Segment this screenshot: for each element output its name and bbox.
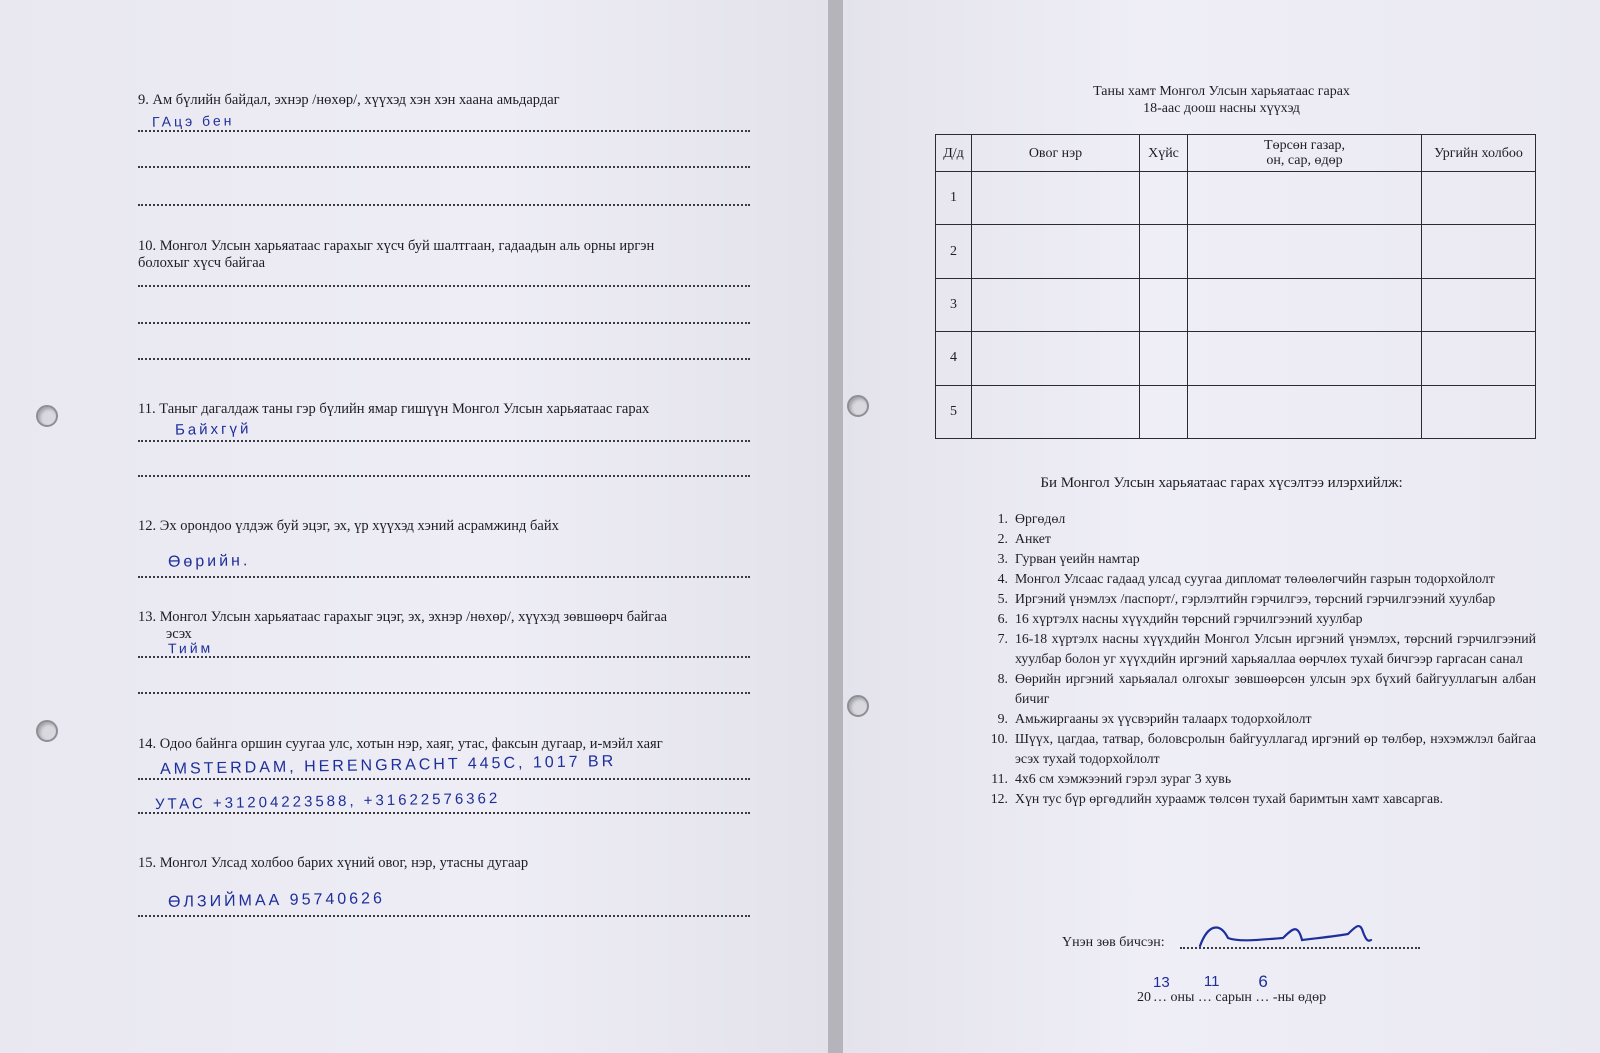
table-header-row [936, 135, 1536, 172]
sex-cell[interactable] [1140, 225, 1188, 278]
date-year-suffix: … оны [1153, 990, 1195, 1005]
relation-cell[interactable] [1422, 332, 1536, 385]
name-cell[interactable] [972, 332, 1140, 385]
name-cell[interactable] [972, 278, 1140, 331]
answer-line [138, 283, 750, 287]
answer-line [138, 810, 750, 814]
name-cell[interactable] [972, 385, 1140, 438]
question-11: 11. Таныг дагалдаж таны гэр бүлийн ямар гишүүн Монгол Улсын харьяатаас гарах [138, 401, 650, 417]
answer-14-line1-handwriting: AMSTERDAM, HERENGRACHT 445C, 1017 BR [159, 753, 617, 778]
item-text: Иргэний үнэмлэх /паспорт/, гэрлэлтийн гэрчилгээ, төрсний гэрчилгээний хуулбар [1015, 591, 1496, 606]
col-header-birth [1188, 135, 1422, 172]
item-number: 8. [997, 671, 1008, 686]
col-header-sex: Хүйс [1140, 135, 1188, 172]
attached-documents-list [980, 509, 1536, 809]
answer-line [138, 776, 750, 780]
question-10 [138, 238, 758, 272]
list-item [980, 549, 1536, 569]
answer-line [138, 128, 750, 132]
date-day-handwriting: 6 [1258, 972, 1268, 991]
answer-line [138, 654, 750, 658]
question-13-line1: 13. Монгол Улсын харьяатаас гарахыг эцэг, эх, эхнэр /нөхөр/, хүүхэд зөвшөөрч байгаа [138, 609, 668, 625]
page-gap [828, 0, 843, 1053]
item-text: Монгол Улсаас гадаад улсад суугаа дипломат төлөөлөгчийн газрын тодорхойлолт [1015, 571, 1495, 586]
item-number: 10. [990, 731, 1008, 746]
item-text: Шүүх, цагдаа, татвар, боловсролын байгууллагад иргэний өр төлбөр, нэхэмжлэл байгаа эсэх тухай тодорхойлолт [1015, 731, 1536, 766]
question-12: 12. Эх орондоо үлдэж буй эцэг, эх, үр хүүхэд хэний асрамжинд байх [138, 518, 559, 534]
date-month-suffix: … сарын [1197, 990, 1252, 1005]
question-10-line1: 10. Монгол Улсын харьяатаас гарахыг хүсч буй шалтгаан, гадаадын аль орны иргэн [138, 238, 655, 254]
item-number: 3. [997, 551, 1008, 566]
sex-cell[interactable] [1140, 278, 1188, 331]
question-14: 14. Одоо байнга оршин суугаа улс, хотын нэр, хаяг, утас, факсын дугаар, и-мэйл хаяг [138, 736, 663, 752]
list-item [980, 529, 1536, 549]
sex-cell[interactable] [1140, 172, 1188, 225]
punch-hole [847, 395, 869, 417]
answer-line [138, 690, 750, 694]
birth-cell[interactable] [1188, 172, 1422, 225]
item-number: 2. [997, 531, 1008, 546]
answer-line [138, 473, 750, 477]
title-line1: Таны хамт Монгол Улсын харьяатаас гарах [1093, 84, 1350, 99]
item-text: Өргөдөл [1015, 511, 1066, 526]
title-line2: 18-аас доош насны хүүхэд [1143, 101, 1300, 116]
item-text: Өөрийн иргэний харьяалал олгохыг зөвшөөрсөн улсын эрх бүхий байгууллагын албан бичиг [1015, 671, 1536, 706]
date-day-suffix: … -ны өдөр [1255, 990, 1327, 1005]
item-text: Амьжиргааны эх үүсвэрийн талаарх тодорхойлолт [1015, 711, 1312, 726]
birth-header-line2: он, сар, өдөр [1266, 153, 1343, 168]
question-15: 15. Монгол Улсад холбоо барих хүний овог, нэр, утасны дугаар [138, 855, 529, 871]
list-item [980, 769, 1536, 789]
answer-line [138, 356, 750, 360]
item-number: 12. [990, 791, 1008, 806]
birth-cell[interactable] [1188, 332, 1422, 385]
answer-14-line2-handwriting: УТАС +31204223588, +31622576362 [154, 789, 501, 814]
item-number: 4. [997, 571, 1008, 586]
list-item [980, 509, 1536, 529]
relation-cell[interactable] [1422, 278, 1536, 331]
list-item [980, 629, 1536, 669]
handwritten-signature [1198, 918, 1373, 952]
item-number: 11. [991, 771, 1008, 786]
row-number: 4 [936, 332, 972, 385]
question-13-line2: эсэх [166, 626, 192, 642]
question-10-line2: болохыг хүсч байгаа [138, 255, 266, 271]
item-text: Гурван үеийн намтар [1015, 551, 1140, 566]
list-item [980, 589, 1536, 609]
list-item [980, 789, 1536, 809]
punch-hole [36, 720, 58, 742]
item-text: 4х6 см хэмжээний гэрэл зураг 3 хувь [1015, 771, 1232, 786]
answer-line [138, 913, 750, 917]
date-line [1137, 972, 1327, 1006]
item-text: 16-18 хүртэлх насны хүүхдийн Монгол Улсын иргэний үнэмлэх, төрсний гэрчилгээний хуулбар болон уг хүүхдийн иргэний харьяаллаа өөрчлөх тухай бичгээр гаргасан санал [1015, 631, 1536, 666]
relation-cell[interactable] [1422, 225, 1536, 278]
item-text: Хүн тус бүр өргөдлийн хураамж төлсөн тухай баримтын хамт хавсаргав. [1015, 791, 1444, 806]
answer-line [138, 202, 750, 206]
item-number: 9. [997, 711, 1008, 726]
item-text: 16 хүртэлх насны хүүхдийн төрсний гэрчилгээний хуулбар [1015, 611, 1363, 626]
birth-cell[interactable] [1188, 225, 1422, 278]
relation-cell[interactable] [1422, 172, 1536, 225]
question-9: 9. Ам бүлийн байдал, эхнэр /нөхөр/, хүүхэд хэн хэн хаана амьдардаг [138, 92, 560, 108]
answer-15-handwriting: ӨЛЗИЙМАА 95740626 [167, 890, 386, 911]
table-row [936, 225, 1536, 278]
name-cell[interactable] [972, 172, 1140, 225]
row-number: 1 [936, 172, 972, 225]
children-table [935, 134, 1536, 439]
row-number: 3 [936, 278, 972, 331]
name-cell[interactable] [972, 225, 1140, 278]
children-section-title [843, 83, 1600, 117]
list-item [980, 569, 1536, 589]
table-row [936, 332, 1536, 385]
answer-line [138, 320, 750, 324]
date-prefix: 20 [1137, 990, 1151, 1005]
answer-line [138, 164, 750, 168]
punch-hole [36, 405, 58, 427]
row-number: 5 [936, 385, 972, 438]
table-row [936, 278, 1536, 331]
birth-header-line1: Төрсөн газар, [1264, 138, 1345, 153]
item-text: Анкет [1015, 531, 1051, 546]
row-number: 2 [936, 225, 972, 278]
table-row [936, 172, 1536, 225]
sex-cell[interactable] [1140, 332, 1188, 385]
date-month-handwriting: 11 [1203, 973, 1220, 990]
question-13 [138, 609, 758, 643]
answer-12-handwriting: Өөрийн. [167, 552, 251, 571]
list-item [980, 709, 1536, 729]
answer-line [138, 574, 750, 578]
punch-hole [847, 695, 869, 717]
item-number: 5. [997, 591, 1008, 606]
answer-9-handwriting: ГАцэ бен [151, 112, 235, 130]
answer-11-handwriting: Байхгүй [174, 420, 252, 439]
request-statement: Би Монгол Улсын харьяатаас гарах хүсэлтээ илэрхийлж: [1040, 475, 1403, 491]
birth-cell[interactable] [1188, 385, 1422, 438]
item-number: 7. [997, 631, 1008, 646]
birth-cell[interactable] [1188, 278, 1422, 331]
item-number: 1. [997, 511, 1008, 526]
signature-label: Үнэн зөв бичсэн: [1062, 935, 1165, 950]
sex-cell[interactable] [1140, 385, 1188, 438]
item-number: 6. [997, 611, 1008, 626]
date-year-handwriting: 13 [1153, 974, 1170, 991]
col-header-relation: Ургийн холбоо [1422, 135, 1536, 172]
answer-line [138, 438, 750, 442]
answer-13-handwriting: Тийм [167, 639, 214, 657]
list-item [980, 609, 1536, 629]
table-row [936, 385, 1536, 438]
list-item [980, 729, 1536, 769]
col-header-number: Д/д [936, 135, 972, 172]
list-item [980, 669, 1536, 709]
relation-cell[interactable] [1422, 385, 1536, 438]
col-header-name: Овог нэр [972, 135, 1140, 172]
